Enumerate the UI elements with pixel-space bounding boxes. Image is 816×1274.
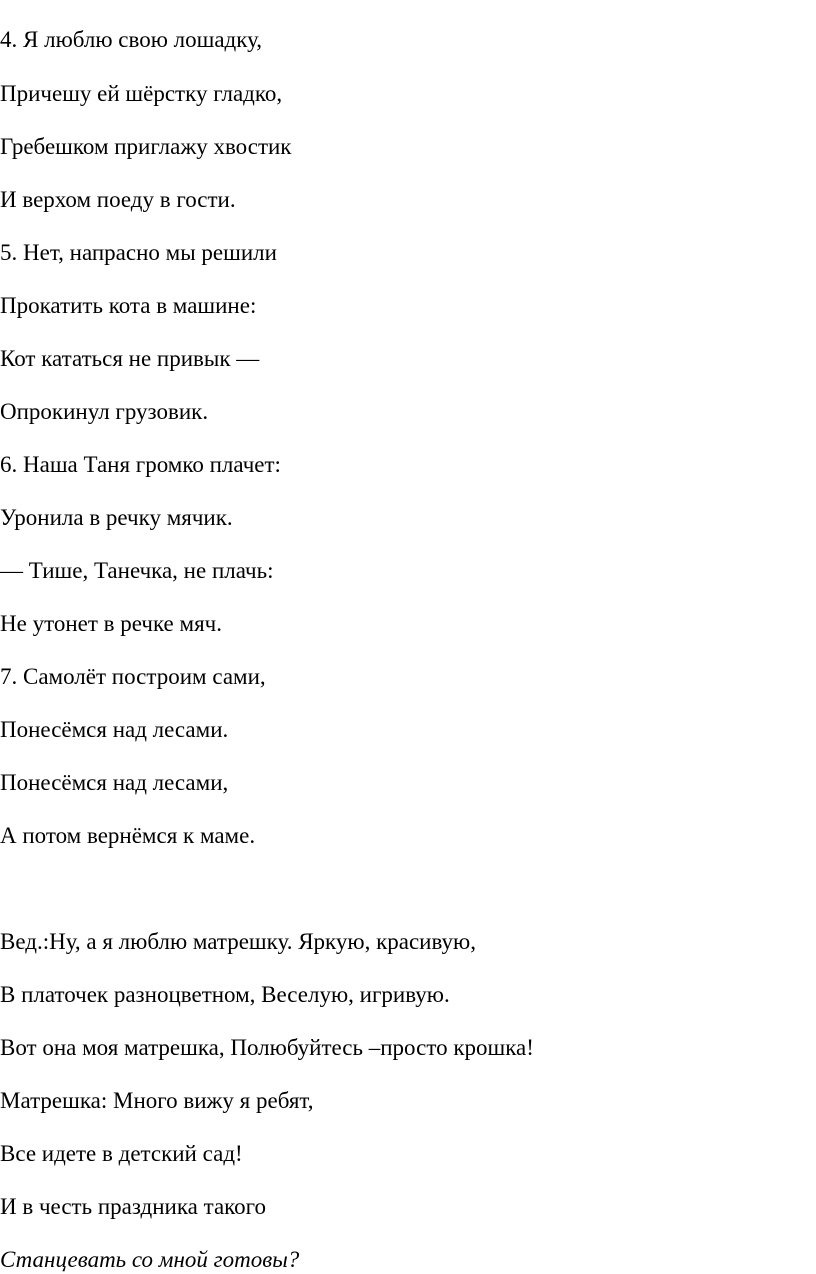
poem-line: Прокатить кота в машине: [0,293,257,318]
dialogue-line-italic: Станцевать со мной готовы? [0,1247,300,1272]
poem-line: Понесёмся над лесами, [0,770,229,795]
poem-line: 5. Нет, напрасно мы решили [0,240,277,265]
poem-line: А потом вернёмся к маме. [0,823,256,848]
poem-line: Кот кататься не привык — [0,346,260,371]
poem-line: Уронила в речку мячик. [0,505,233,530]
dialogue-line: И в честь праздника такого [0,1194,267,1219]
dialogue-line: Матрешка: Много вижу я ребят, [0,1088,314,1113]
poem-line: 7. Самолёт построим сами, [0,664,266,689]
poem-line: 6. Наша Таня громко плачет: [0,452,281,477]
poem-line: Гребешком приглажу хвостик [0,134,292,159]
dialogue-line: Вед.:Ну, а я люблю матрешку. Яркую, красивую, [0,929,476,954]
poem-line: — Тише, Танечка, не плачь: [0,558,274,583]
poem-line: Понесёмся над лесами. [0,717,229,742]
poem-line: Опрокинул грузовик. [0,399,209,424]
poem-line: И верхом поеду в гости. [0,187,236,212]
poem-line: 4. Я люблю свою лошадку, [0,27,263,52]
dialogue-line: Все идете в детский сад! [0,1141,243,1166]
dialogue-line: Вот она моя матрешка, Полюбуйтесь –просто крошка! [0,1035,534,1060]
poem-line: Причешу ей шёрстку гладко, [0,81,283,106]
poem-line: Не утонет в речке мяч. [0,611,222,636]
dialogue-line: В платочек разноцветном, Веселую, игривую. [0,982,450,1007]
